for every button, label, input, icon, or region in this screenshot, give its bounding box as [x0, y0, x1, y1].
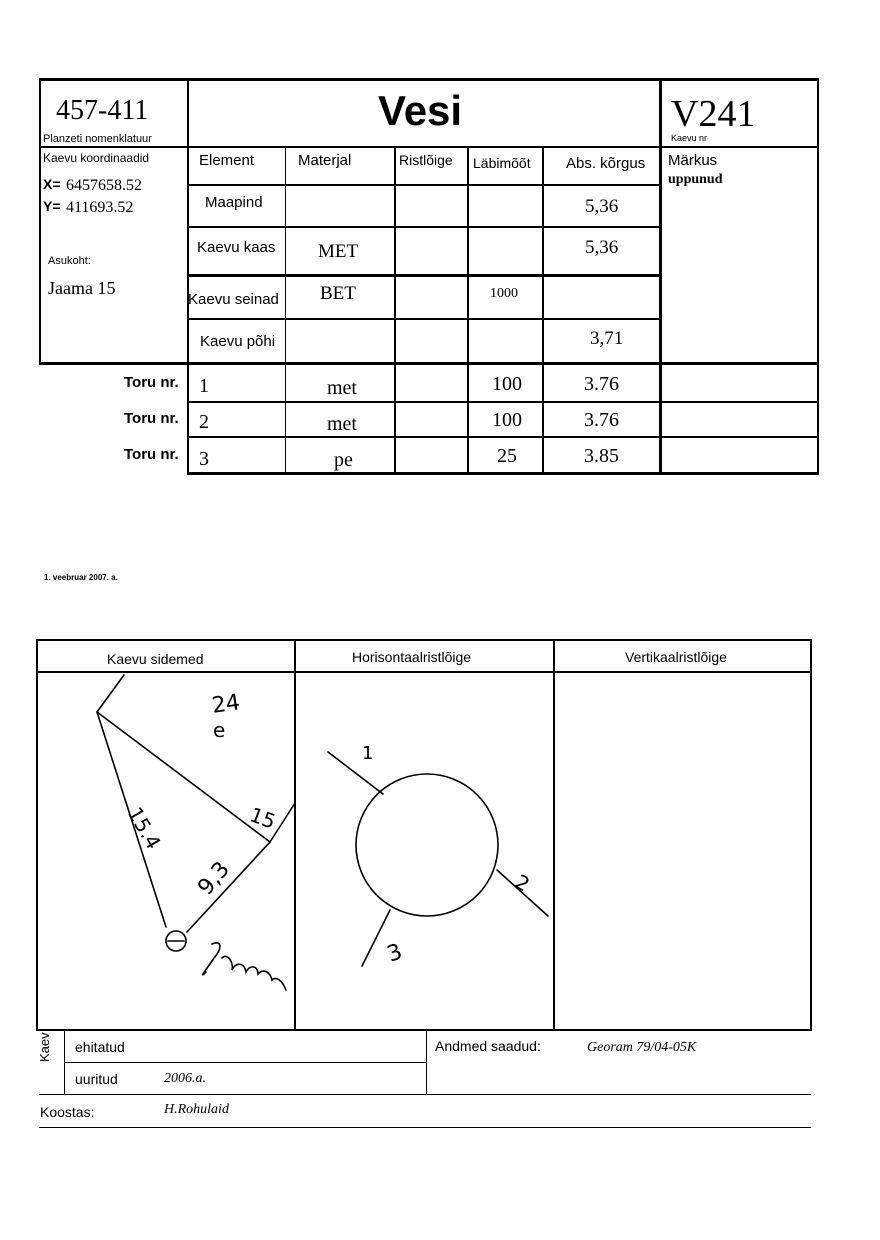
- pipe-label-1: 1: [362, 743, 374, 764]
- col-header-element: Element: [199, 152, 255, 169]
- document-date: 1. veebruar 2007. a.: [44, 573, 118, 582]
- pipe-material: met: [327, 377, 357, 399]
- well-number: V241: [671, 93, 756, 135]
- col-header-material: Materjal: [298, 152, 352, 169]
- pipe-material: met: [327, 413, 357, 435]
- pipe-diameter: 100: [492, 373, 522, 395]
- tie-line: [97, 675, 124, 712]
- pipe-num: 3: [199, 448, 209, 470]
- pipe-height: 3.76: [584, 373, 619, 395]
- data-source-label: Andmed saadud:: [435, 1038, 541, 1054]
- col-header-diameter: Läbimõõt: [473, 155, 531, 171]
- location-label: Asukoht:: [48, 255, 91, 267]
- sheet-number: 457-411: [56, 95, 149, 126]
- hand-label-24: 24: [210, 690, 242, 719]
- pipe-line-3: [362, 910, 390, 966]
- pipe-num: 2: [199, 411, 209, 433]
- y-label: Y=: [43, 198, 61, 214]
- tie-line: [97, 712, 270, 842]
- pipe-diameter: 100: [492, 409, 522, 431]
- pipe-label-2: 2: [510, 869, 534, 897]
- location-value: Jaama 15: [48, 278, 116, 298]
- side-label: Kaev: [37, 1032, 52, 1062]
- coords-label: Kaevu koordinaadid: [43, 151, 150, 165]
- row-height: 5,36: [585, 196, 619, 217]
- col-header-height: Abs. kõrgus: [566, 155, 646, 172]
- row-element: Kaevu seinad: [188, 291, 279, 308]
- row-height: 5,36: [585, 237, 619, 258]
- row-element: Kaevu kaas: [197, 239, 276, 256]
- hand-label-154: 15.4: [122, 802, 166, 854]
- pipe-label: Toru nr.: [124, 410, 179, 427]
- author-label: Koostas:: [40, 1104, 95, 1120]
- row-diameter: 1000: [490, 286, 518, 301]
- sketch-header-vertical: Vertikaalristlõige: [625, 649, 727, 665]
- row-element: Maapind: [205, 194, 263, 211]
- data-source-value: Georam 79/04-05K: [587, 1040, 697, 1055]
- pipe-height: 3.76: [584, 409, 619, 431]
- sketch-header-connections: Kaevu sidemed: [107, 651, 204, 667]
- hand-label-93: 9,3: [193, 857, 235, 901]
- hand-label-e: e: [213, 718, 226, 742]
- col-header-cross: Ristlõige: [399, 152, 453, 168]
- author-value: H.Rohulaid: [164, 1102, 229, 1117]
- pipe-material: pe: [334, 449, 353, 471]
- row-height: 3,71: [590, 328, 624, 349]
- row-material: MET: [318, 241, 359, 262]
- surveyed-value: 2006.a.: [164, 1071, 206, 1086]
- pipe-label: Toru nr.: [124, 374, 179, 391]
- surveyed-label: uuritud: [75, 1071, 118, 1087]
- pipe-line-1: [328, 752, 383, 794]
- y-value: 411693.52: [66, 199, 134, 216]
- pipe-height: 3.85: [584, 445, 619, 467]
- row-material: BET: [320, 283, 356, 304]
- col-header-note: Märkus: [668, 152, 718, 169]
- note-value: uppunud: [668, 172, 723, 187]
- x-value: 6457658.52: [66, 177, 142, 194]
- built-label: ehitatud: [75, 1039, 125, 1055]
- pipe-diameter: 25: [497, 445, 517, 467]
- well-circle: [356, 774, 498, 916]
- pipe-label: Toru nr.: [124, 446, 179, 463]
- row-element: Kaevu põhi: [200, 333, 276, 350]
- sheet-label: Planzeti nomenklatuur: [43, 133, 152, 145]
- page-title: Vesi: [378, 87, 463, 134]
- hand-label-15: 15: [246, 802, 279, 834]
- well-label: Kaevu nr: [671, 133, 708, 143]
- x-label: X=: [43, 176, 61, 192]
- pipe-label-3: 3: [383, 939, 406, 968]
- sketch-header-horizontal: Horisontaalristlõige: [352, 649, 472, 665]
- pipe-num: 1: [199, 375, 209, 397]
